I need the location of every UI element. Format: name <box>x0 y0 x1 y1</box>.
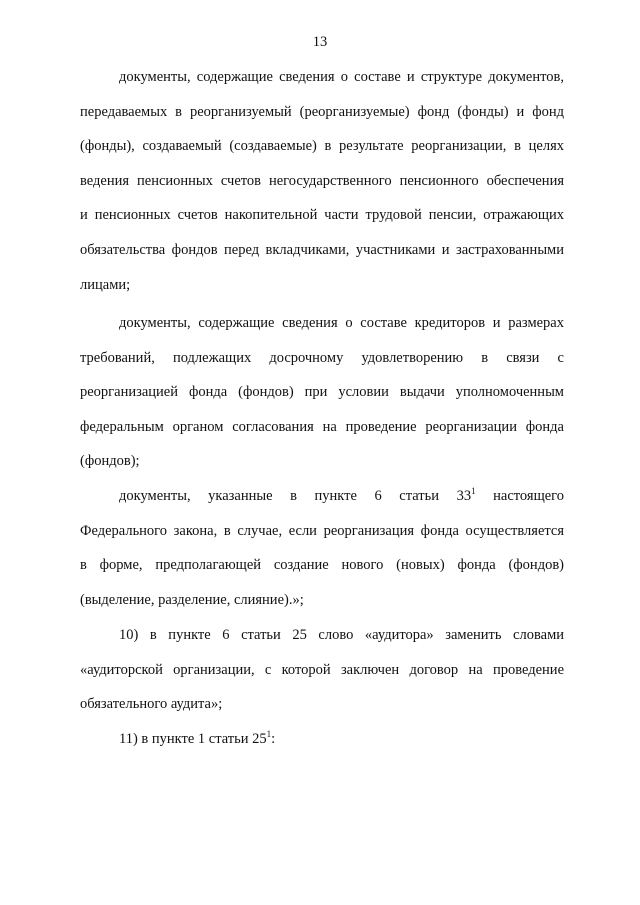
text-line: и пенсионных счетов накопительной части трудовой пенсии, отражающих <box>80 207 564 224</box>
text-fragment: документы, указанные в пункте 6 статьи 33 <box>119 488 472 504</box>
paragraph-documents-article <box>80 479 564 617</box>
text-line: (фондов); <box>80 453 140 470</box>
text-line: обязательства фондов перед вкладчиками, участниками и застрахованными <box>80 241 564 258</box>
text-line: обязательного аудита»; <box>80 696 223 713</box>
page-number: 13 <box>312 34 328 50</box>
paragraph-documents-structure <box>80 60 564 302</box>
paragraph-creditors <box>80 306 564 479</box>
text-line: лицами; <box>80 276 131 293</box>
text-line: Федерального закона, в случае, если реорганизация фонда осуществляется <box>80 522 564 539</box>
text-line: (выделение, разделение, слияние).»; <box>80 591 304 608</box>
text-line: в форме, предполагающей создание нового (новых) фонда (фондов) <box>80 557 564 574</box>
paragraph-item-11 <box>80 722 564 757</box>
text-line: передаваемых в реорганизуемый (реорганизуемые) фонд (фонды) и фонд <box>80 103 564 120</box>
text-line: 10) в пункте 6 статьи 25 слово «аудитора» заменить словами <box>119 627 564 643</box>
text-line <box>80 479 564 514</box>
text-fragment: 11) в пункте 1 статьи 25 <box>119 731 267 747</box>
text-line <box>80 722 564 757</box>
text-line: «аудиторской организации, с которой заключен договор на проведение <box>80 661 564 678</box>
superscript: 1 <box>266 729 272 739</box>
text-line: документы, содержащие сведения о составе и структуре документов, <box>119 69 564 85</box>
text-line: документы, содержащие сведения о составе кредиторов и размерах <box>119 315 564 331</box>
text-fragment: : <box>271 731 276 747</box>
superscript: 1 <box>471 486 476 496</box>
text-line: реорганизацией фонда (фондов) при условии выдачи уполномоченным <box>80 384 564 401</box>
text-line: ведения пенсионных счетов негосударственного пенсионного обеспечения <box>80 172 564 189</box>
text-line: федеральным органом согласования на проведение реорганизации фонда <box>80 418 564 435</box>
text-line: требований, подлежащих досрочному удовлетворению в связи с <box>80 349 564 366</box>
text-fragment: настоящего <box>475 488 564 504</box>
text-line: (фонды), создаваемый (создаваемые) в результате реорганизации, в целях <box>80 138 564 155</box>
paragraph-item-10 <box>80 618 564 722</box>
